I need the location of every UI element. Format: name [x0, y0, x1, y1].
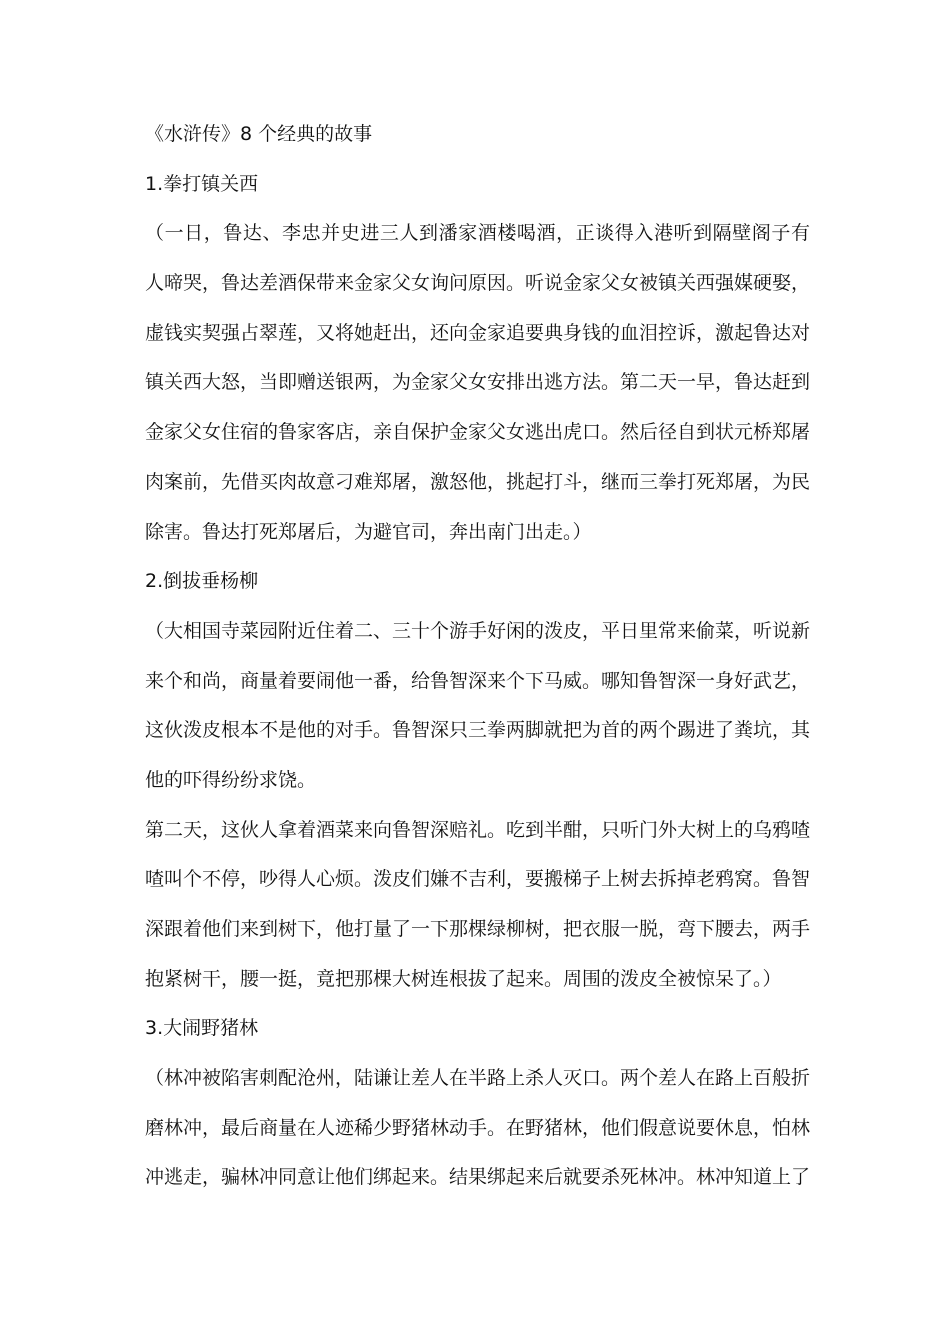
paragraph-line: 镇关西大怒，当即赠送银两，为金家父女安排出逃方法。第二天一早，鲁达赶到: [145, 371, 811, 394]
paragraph-line: （大相国寺菜园附近住着二、三十个游手好闲的泼皮，平日里常来偷菜，听说新: [145, 619, 811, 642]
paragraph-line: 来个和尚，商量着要闹他一番，给鲁智深来个下马威。哪知鲁智深一身好武艺，: [145, 669, 811, 692]
section-heading: 2.倒拔垂杨柳: [145, 570, 259, 593]
paragraph-line: 金家父女住宿的鲁家客店，亲自保护金家父女逃出虎口。然后径自到状元桥郑屠: [145, 421, 811, 444]
section-heading: 3.大闹野猪林: [145, 1017, 259, 1040]
document-title: 《水浒传》8 个经典的故事: [145, 123, 373, 145]
paragraph-line: 喳叫个不停，吵得人心烦。泼皮们嫌不吉利，要搬梯子上树去拆掉老鸦窝。鲁智: [145, 868, 811, 891]
paragraph-line: 冲逃走，骗林冲同意让他们绑起来。结果绑起来后就要杀死林冲。林冲知道上了: [145, 1166, 811, 1189]
section-heading: 1.拳打镇关西: [145, 172, 259, 195]
paragraph-line: 肉案前，先借买肉故意刁难郑屠，激怒他，挑起打斗，继而三拳打死郑屠，为民: [145, 470, 811, 493]
paragraph-line: 深跟着他们来到树下，他打量了一下那棵绿柳树，把衣服一脱，弯下腰去，两手: [145, 918, 811, 940]
document-body: [145, 110, 810, 1203]
paragraph-line: 虚钱实契强占翠莲，又将她赶出，还向金家追要典身钱的血泪控诉，激起鲁达对: [145, 321, 811, 344]
paragraph-line: （林冲被陷害刺配沧州，陆谦让差人在半路上杀人灭口。两个差人在路上百般折: [145, 1067, 811, 1090]
paragraph-line: 抱紧树干，腰一挺，竟把那棵大树连根拔了起来。周围的泼皮全被惊呆了。）: [145, 967, 782, 990]
paragraph-line: 磨林冲，最后商量在人迹稀少野猪林动手。在野猪林，他们假意说要休息，怕林: [145, 1116, 811, 1139]
paragraph-line: 第二天，这伙人拿着酒菜来向鲁智深赔礼。吃到半酣，只听门外大树上的乌鸦喳: [145, 818, 811, 841]
paragraph-line: 人啼哭，鲁达差酒保带来金家父女询问原因。听说金家父女被镇关西强媒硬娶，: [145, 272, 811, 295]
paragraph-line: （一日，鲁达、李忠并史进三人到潘家酒楼喝酒，正谈得入港听到隔壁阁子有: [145, 222, 810, 245]
paragraph-line: 除害。鲁达打死郑屠后，为避官司，奔出南门出走。）: [145, 520, 592, 543]
paragraph-line: 他的吓得纷纷求饶。: [145, 768, 317, 791]
paragraph-line: 这伙泼皮根本不是他的对手。鲁智深只三拳两脚就把为首的两个踢进了粪坑，其: [145, 719, 811, 742]
